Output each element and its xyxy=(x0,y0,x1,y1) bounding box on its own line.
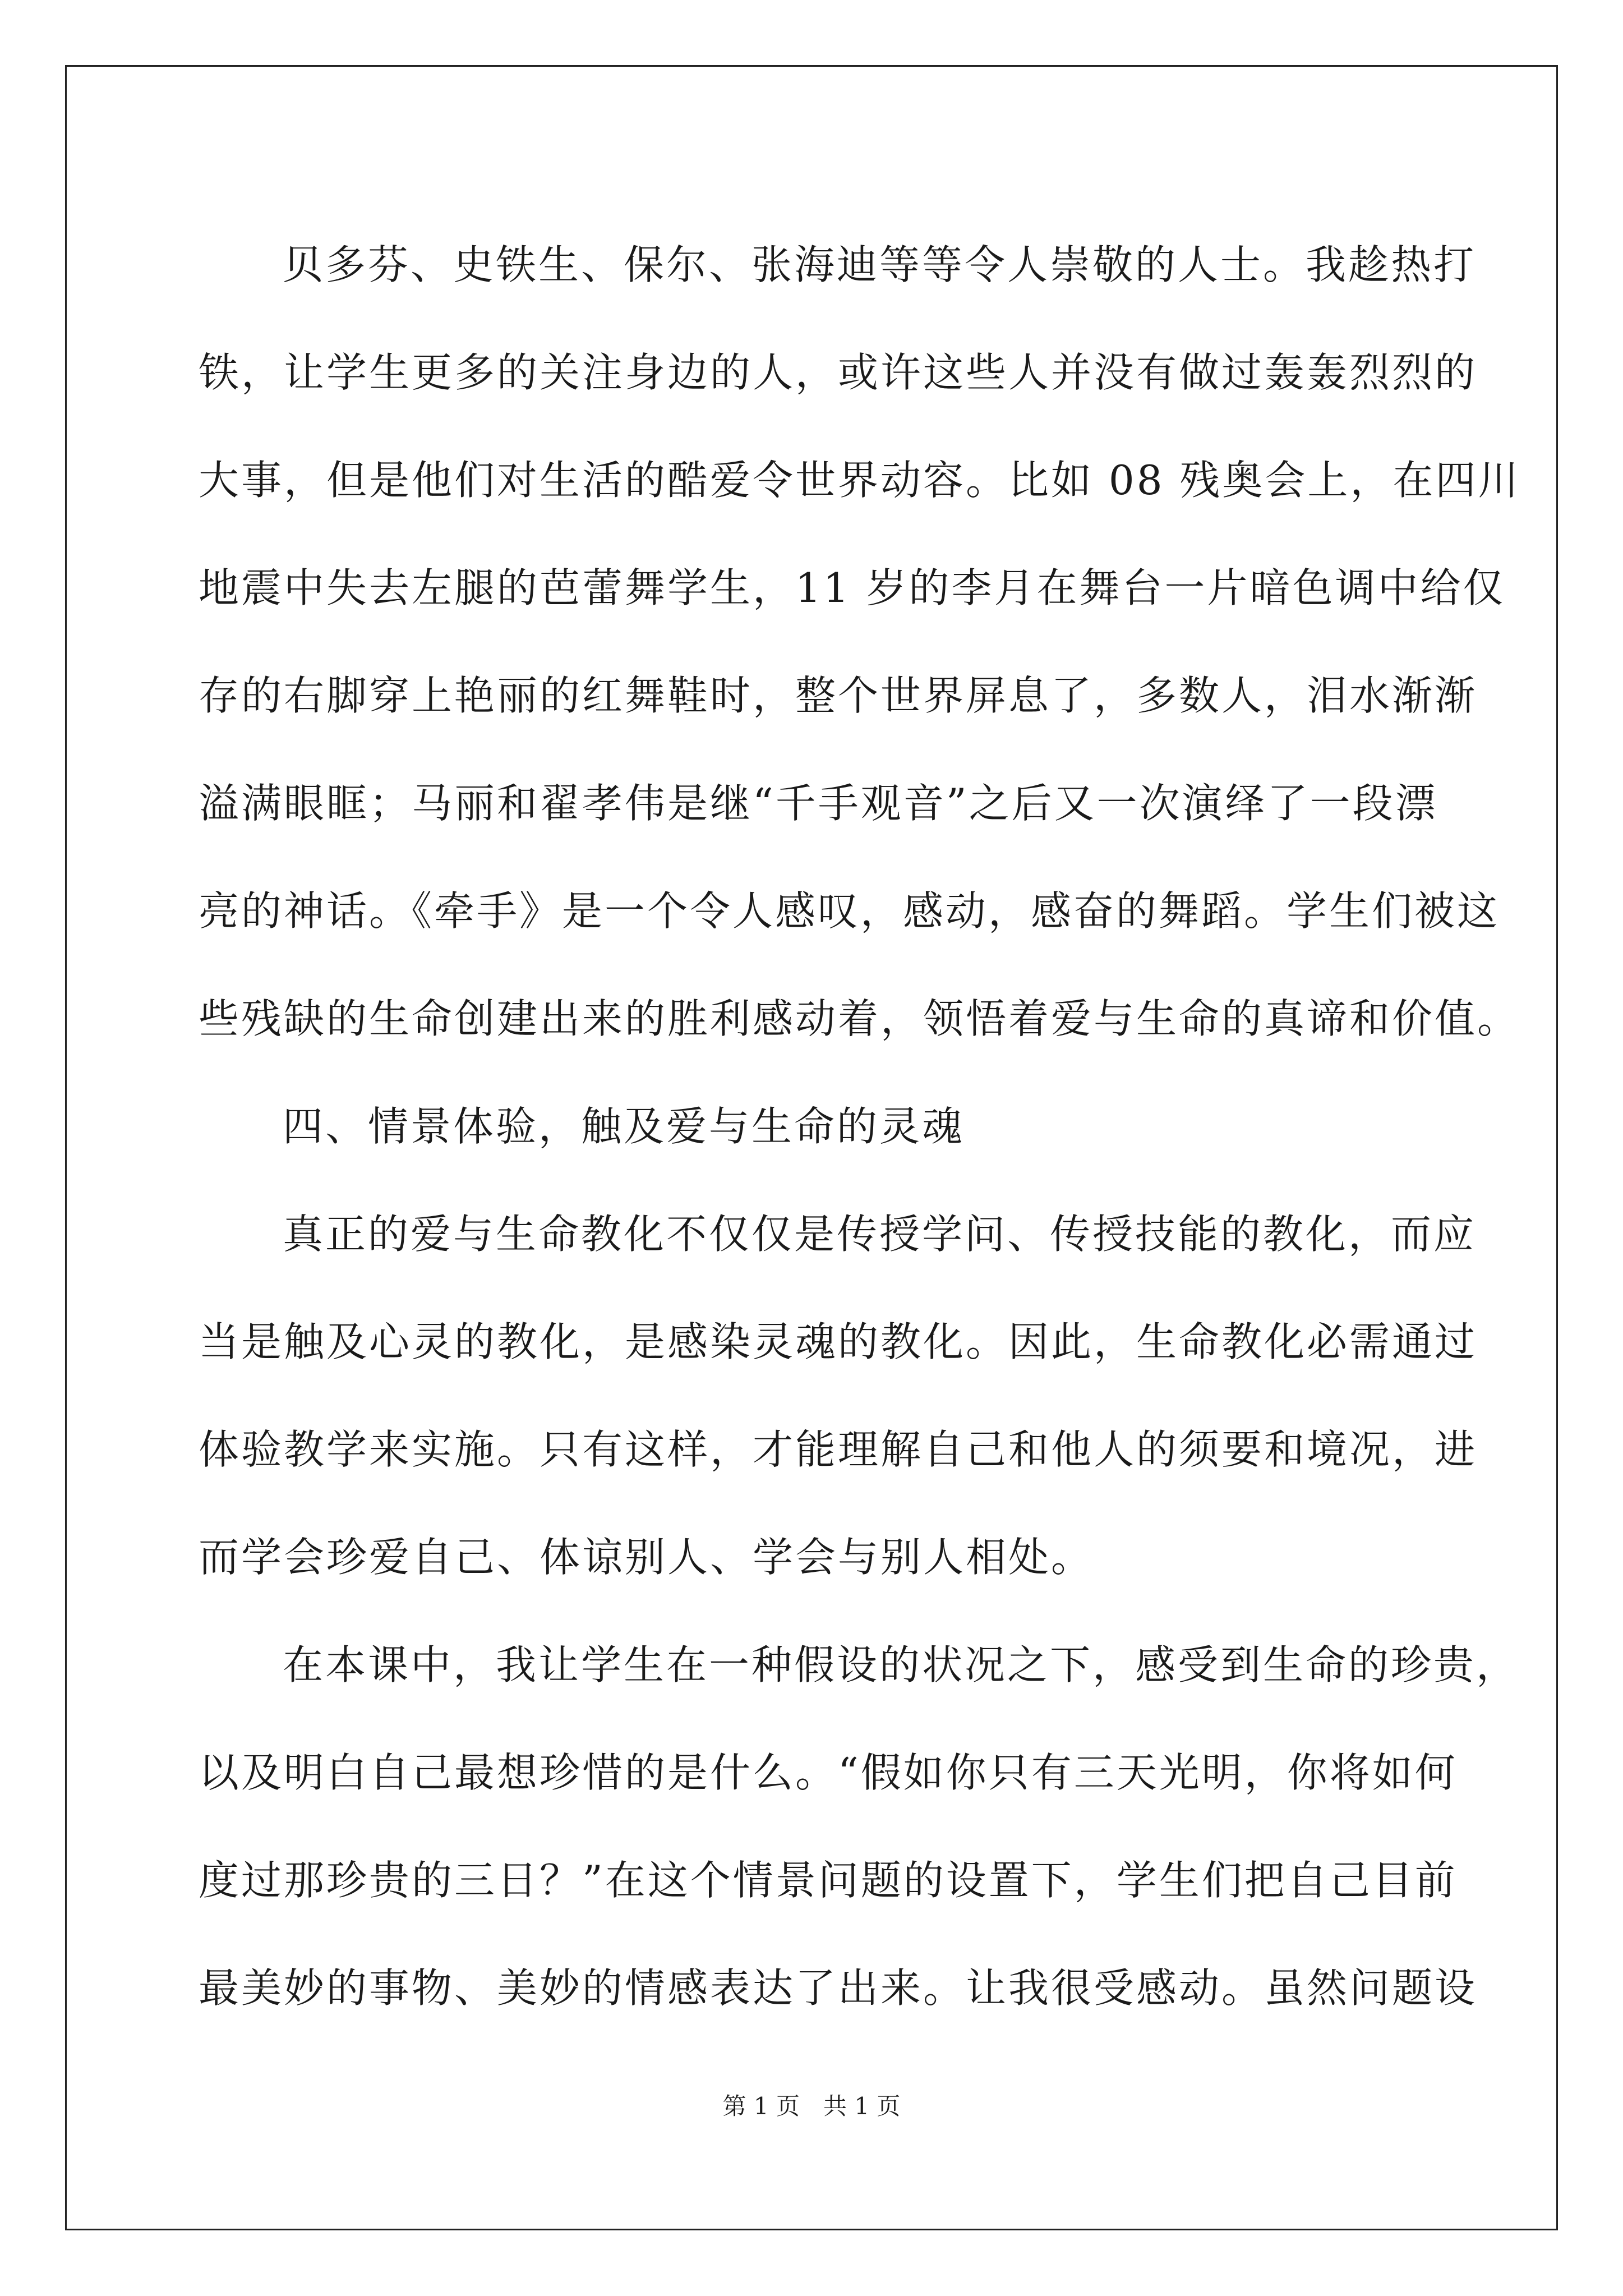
paragraph-line: 体验教学来实施。只有这样，才能理解自己和他人的须要和境况，进 xyxy=(199,1426,1478,1473)
paragraph-line: 大事，但是他们对生活的酷爱令世界动容。比如 08 残奥会上，在四川 xyxy=(199,457,1521,504)
paragraph-line: 在本课中，我让学生在一种假设的状况之下，感受到生命的珍贵， xyxy=(283,1641,1519,1688)
paragraph-line: 最美妙的事物、美妙的情感表达了出来。让我很受感动。虽然问题设 xyxy=(199,1964,1478,2012)
paragraph-line: 亮的神话。《牵手》是一个令人感叹，感动，感奋的舞蹈。学生们被这 xyxy=(199,887,1500,935)
paragraph-line: 真正的爱与生命教化不仅仅是传授学问、传授技能的教化，而应 xyxy=(283,1211,1477,1258)
page-number-footer: 第 1 页 共 1 页 xyxy=(722,2092,901,2120)
paragraph-line: 溢满眼眶；马丽和翟孝伟是继“千手观音”之后又一次演绎了一段漂 xyxy=(199,780,1438,827)
section-heading: 四、情景体验，触及爱与生命的灵魂 xyxy=(283,1103,965,1150)
paragraph-line: 地震中失去左腿的芭蕾舞学生，11 岁的李月在舞台一片暗色调中给仅 xyxy=(199,564,1506,611)
paragraph-line: 些残缺的生命创建出来的胜利感动着，领悟着爱与生命的真谛和价值。 xyxy=(199,995,1520,1042)
paragraph-line: 铁，让学生更多的关注身边的人，或许这些人并没有做过轰轰烈烈的 xyxy=(199,349,1478,396)
document-body xyxy=(199,211,1521,2042)
paragraph-line: 贝多芬、史铁生、保尔、张海迪等等令人崇敬的人士。我趁热打 xyxy=(283,241,1477,288)
paragraph-line: 度过那珍贵的三日？”在这个情景问题的设置下，学生们把自己目前 xyxy=(199,1857,1458,1904)
paragraph-line: 当是触及心灵的教化，是感染灵魂的教化。因此，生命教化必需通过 xyxy=(199,1318,1478,1365)
paragraph-line: 存的右脚穿上艳丽的红舞鞋时，整个世界屏息了，多数人，泪水渐渐 xyxy=(199,672,1478,719)
paragraph-line: 以及明白自己最想珍惜的是什么。“假如你只有三天光明，你将如何 xyxy=(199,1749,1458,1796)
paragraph-line: 而学会珍爱自己、体谅别人、学会与别人相处。 xyxy=(199,1534,1094,1581)
